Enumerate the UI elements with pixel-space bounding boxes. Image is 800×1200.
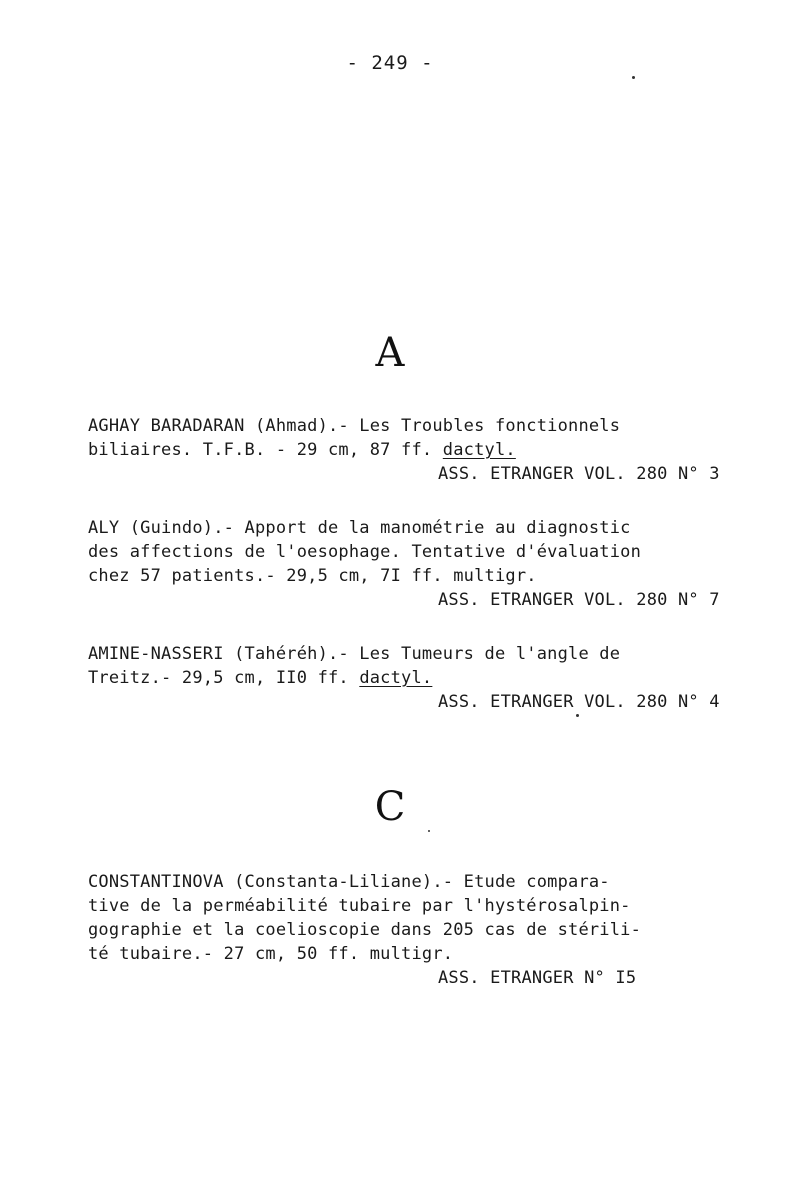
entry-line (88, 918, 728, 942)
entry-text: AGHAY BARADARAN (Ahmad).- Les Troubles fonctionnels (88, 416, 621, 436)
entry-line (88, 942, 728, 966)
shelf-reference: ASS. ETRANGER N° I5 (438, 968, 637, 988)
underlined-format: dactyl. (442, 440, 516, 460)
entry-text: biliaires. T.F.B. - 29 cm, 87 ff. (88, 440, 443, 460)
entry-line (88, 516, 728, 540)
scan-speck (576, 714, 579, 717)
shelf-reference: ASS. ETRANGER VOL. 280 N° 7 (438, 590, 720, 610)
entry-line (88, 870, 728, 894)
entry-line (88, 666, 728, 690)
bibliography-entry-constantinova (88, 870, 728, 990)
section-letter-a: A (375, 330, 405, 376)
entry-text: CONSTANTINOVA (Constanta-Liliane).- Etude compara- (88, 872, 610, 892)
entry-line (88, 540, 728, 564)
page-number: - 249 - (346, 52, 434, 74)
entry-line (88, 564, 728, 588)
entry-text: té tubaire.- 27 cm, 50 ff. multigr. (88, 944, 454, 964)
entry-text: des affections de l'oesophage. Tentative d'évaluation (88, 542, 642, 562)
entry-line (88, 894, 728, 918)
underlined-format: dactyl. (359, 668, 433, 688)
entry-line (88, 414, 728, 438)
entry-text: chez 57 patients.- 29,5 cm, 7I ff. multigr. (88, 566, 537, 586)
entry-line (88, 642, 728, 666)
entry-text: ALY (Guindo).- Apport de la manométrie au diagnostic (88, 518, 631, 538)
entry-text: tive de la perméabilité tubaire par l'hystérosalpin- (88, 896, 631, 916)
entry-text: Treitz.- 29,5 cm, II0 ff. (88, 668, 360, 688)
bibliography-entry-aly (88, 516, 728, 612)
entry-line (88, 438, 728, 462)
shelf-reference: ASS. ETRANGER VOL. 280 N° 3 (438, 464, 720, 484)
section-letter-c: C (374, 784, 406, 830)
entry-text: AMINE-NASSERI (Tahéréh).- Les Tumeurs de l'angle de (88, 644, 621, 664)
bibliography-entry-amine-nasseri (88, 642, 728, 714)
scan-speck (632, 76, 635, 79)
shelf-reference: ASS. ETRANGER VOL. 280 N° 4 (438, 692, 720, 712)
scan-speck (428, 830, 430, 832)
bibliography-entry-aghay-baradaran (88, 414, 728, 486)
entry-text: gographie et la coelioscopie dans 205 cas de stérili- (88, 920, 642, 940)
